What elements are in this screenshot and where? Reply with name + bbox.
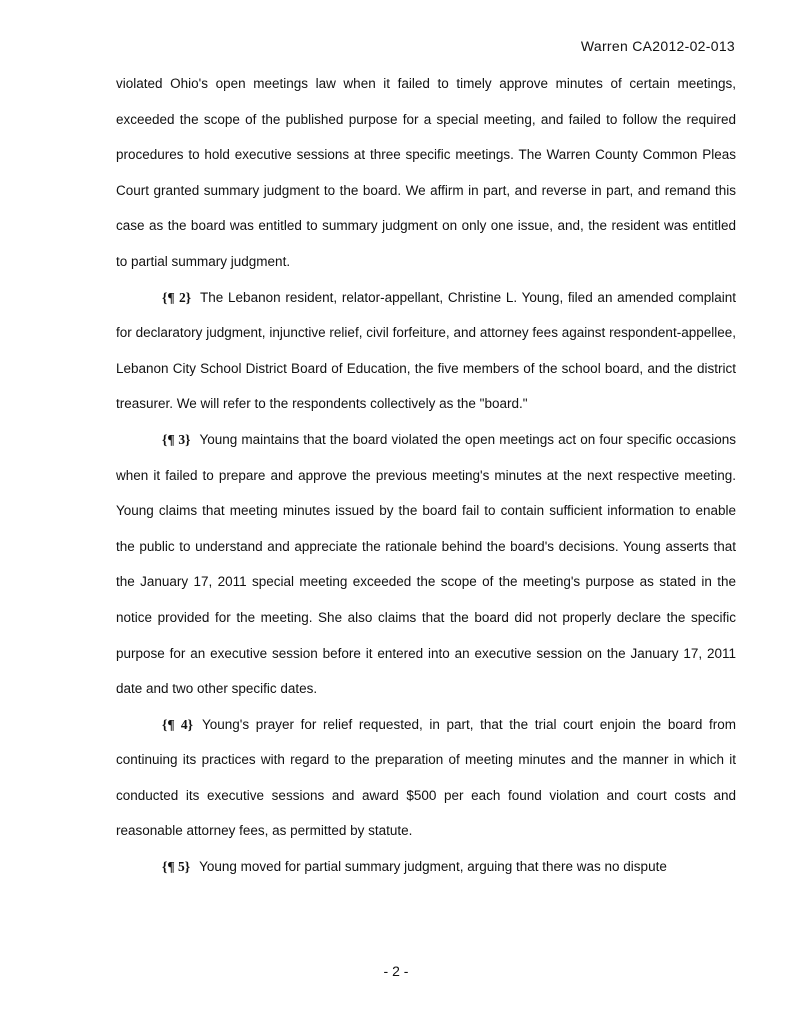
paragraph-number: {¶ 3} bbox=[162, 431, 191, 447]
paragraph-text: violated Ohio's open meetings law when it failed to timely approve minutes of certain meetings, exceeded the scope of the published purpose for a special meeting, and failed to follow the required procedures to hold executive sessions at three specific meetings. The Warren County Common Pleas Court granted summary judgment to the board. We affirm in part, and reverse in part, and remand this case as the board was entitled to summary judgment on only one issue, and, the resident was entitled to partial summary judgment. bbox=[116, 76, 736, 269]
paragraph-text: Young's prayer for relief requested, in part, that the trial court enjoin the board from continuing its practices with regard to the preparation of meeting minutes and the manner in which it conducted its executive sessions and award $500 per each found violation and court costs and reasonable attorney fees, as permitted by statute. bbox=[116, 716, 736, 839]
paragraph-1-continued bbox=[116, 66, 736, 280]
paragraph-5 bbox=[116, 849, 736, 885]
paragraph-4 bbox=[116, 707, 736, 849]
paragraph-text: Young maintains that the board violated the open meetings act on four specific occasions when it failed to prepare and approve the previous meeting's minutes at the next respective meeting. Young claims that meeting minutes issued by the board fail to contain sufficient information to enable the public to understand and appreciate the rationale behind the board's decisions. Young asserts that the January 17, 2011 special meeting exceeded the scope of the meeting's purpose as stated in the notice provided for the meeting. She also claims that the board did not properly declare the specific purpose for an executive session before it entered into an executive session on the January 17, 2011 date and two other specific dates. bbox=[116, 431, 736, 697]
case-caption: Warren CA2012-02-013 bbox=[580, 38, 735, 54]
opinion-body bbox=[116, 66, 736, 885]
paragraph-text: The Lebanon resident, relator-appellant, Christine L. Young, filed an amended complaint for declaratory judgment, injunctive relief, civil forfeiture, and attorney fees against respondent-appellee, Lebanon City School District Board of Education, the five members of the school board, and the district treasurer. We will refer to the respondents collectively as the "board." bbox=[116, 289, 736, 412]
paragraph-2 bbox=[116, 280, 736, 422]
paragraph-3 bbox=[116, 422, 736, 707]
paragraph-number: {¶ 4} bbox=[162, 716, 193, 732]
page-number: - 2 - bbox=[383, 963, 409, 979]
paragraph-text: Young moved for partial summary judgment, arguing that there was no dispute bbox=[199, 859, 667, 875]
paragraph-number: {¶ 5} bbox=[162, 859, 191, 875]
paragraph-number: {¶ 2} bbox=[162, 289, 192, 305]
